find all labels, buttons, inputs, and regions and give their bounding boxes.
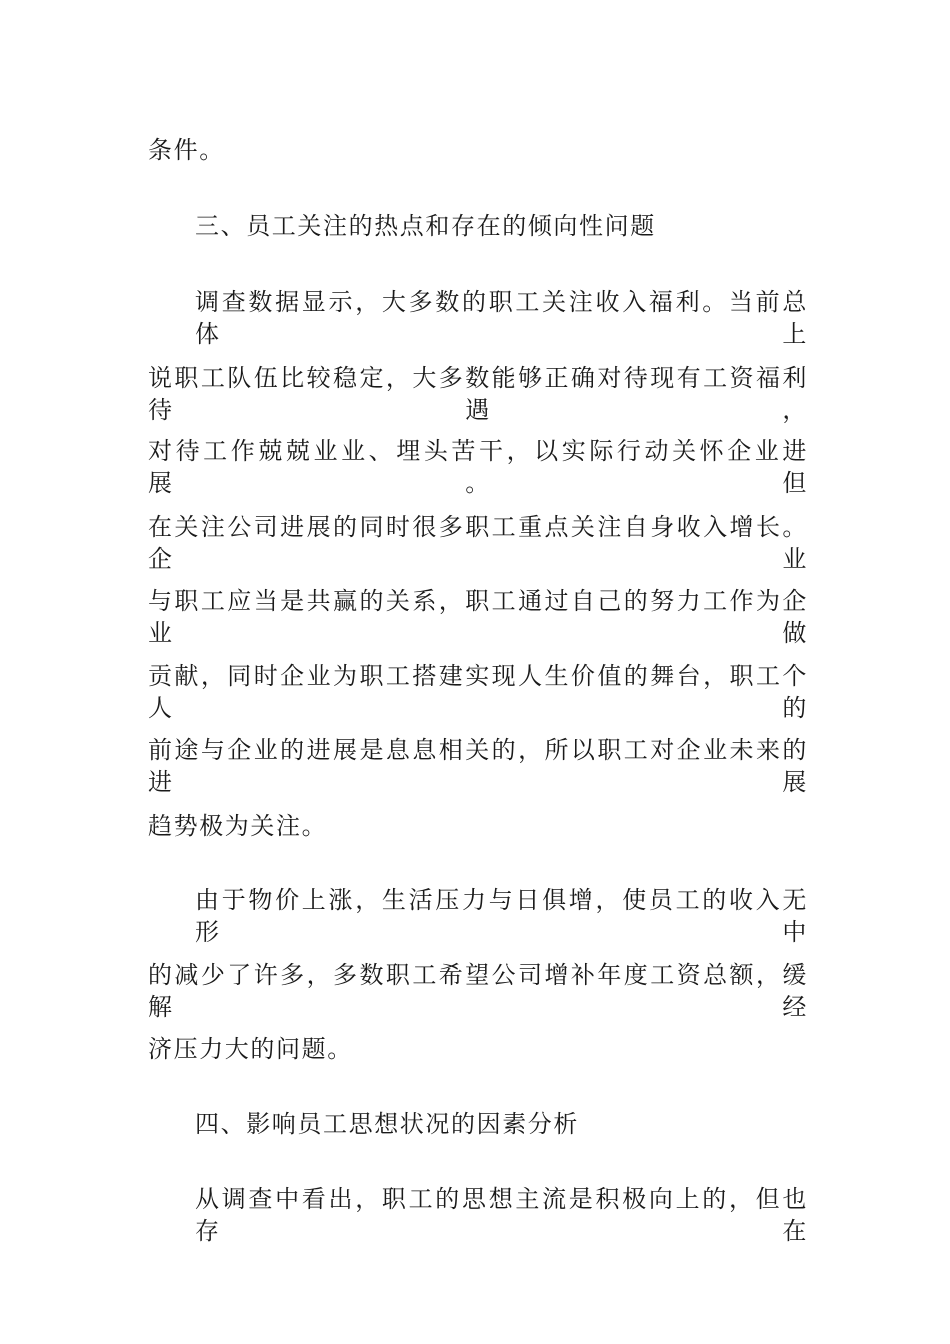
paragraph-line: 从调查中看出，职工的思想主流是积极向上的，但也存在 bbox=[195, 1185, 808, 1245]
paragraph-line: 调查数据显示，大多数的职工关注收入福利。当前总体上 bbox=[195, 288, 808, 348]
paragraph-line: 由于物价上涨，生活压力与日俱增，使员工的收入无形中 bbox=[195, 886, 808, 946]
section-heading-3: 三、员工关注的热点和存在的倾向性问题 bbox=[195, 212, 656, 240]
paragraph-continuation-line: 条件。 bbox=[148, 136, 225, 164]
paragraph-line: 在关注公司进展的同时很多职工重点关注自身收入增长。企业 bbox=[148, 513, 808, 573]
paragraph-line: 说职工队伍比较稳定，大多数能够正确对待现有工资福利待遇， bbox=[148, 364, 808, 424]
paragraph-line: 对待工作兢兢业业、埋头苦干，以实际行动关怀企业进展。但 bbox=[148, 437, 808, 497]
paragraph-line-last: 济压力大的问题。 bbox=[148, 1035, 353, 1063]
section-heading-4: 四、影响员工思想状况的因素分析 bbox=[195, 1110, 579, 1138]
paragraph-line: 贡献，同时企业为职工搭建实现人生价值的舞台，职工个人的 bbox=[148, 662, 808, 722]
paragraph-line: 前途与企业的进展是息息相关的，所以职工对企业未来的进展 bbox=[148, 736, 808, 796]
paragraph-line: 的减少了许多，多数职工希望公司增补年度工资总额，缓解经 bbox=[148, 961, 808, 1021]
paragraph-line-last: 趋势极为关注。 bbox=[148, 812, 328, 840]
paragraph-line: 与职工应当是共赢的关系，职工通过自己的努力工作为企业做 bbox=[148, 587, 808, 647]
